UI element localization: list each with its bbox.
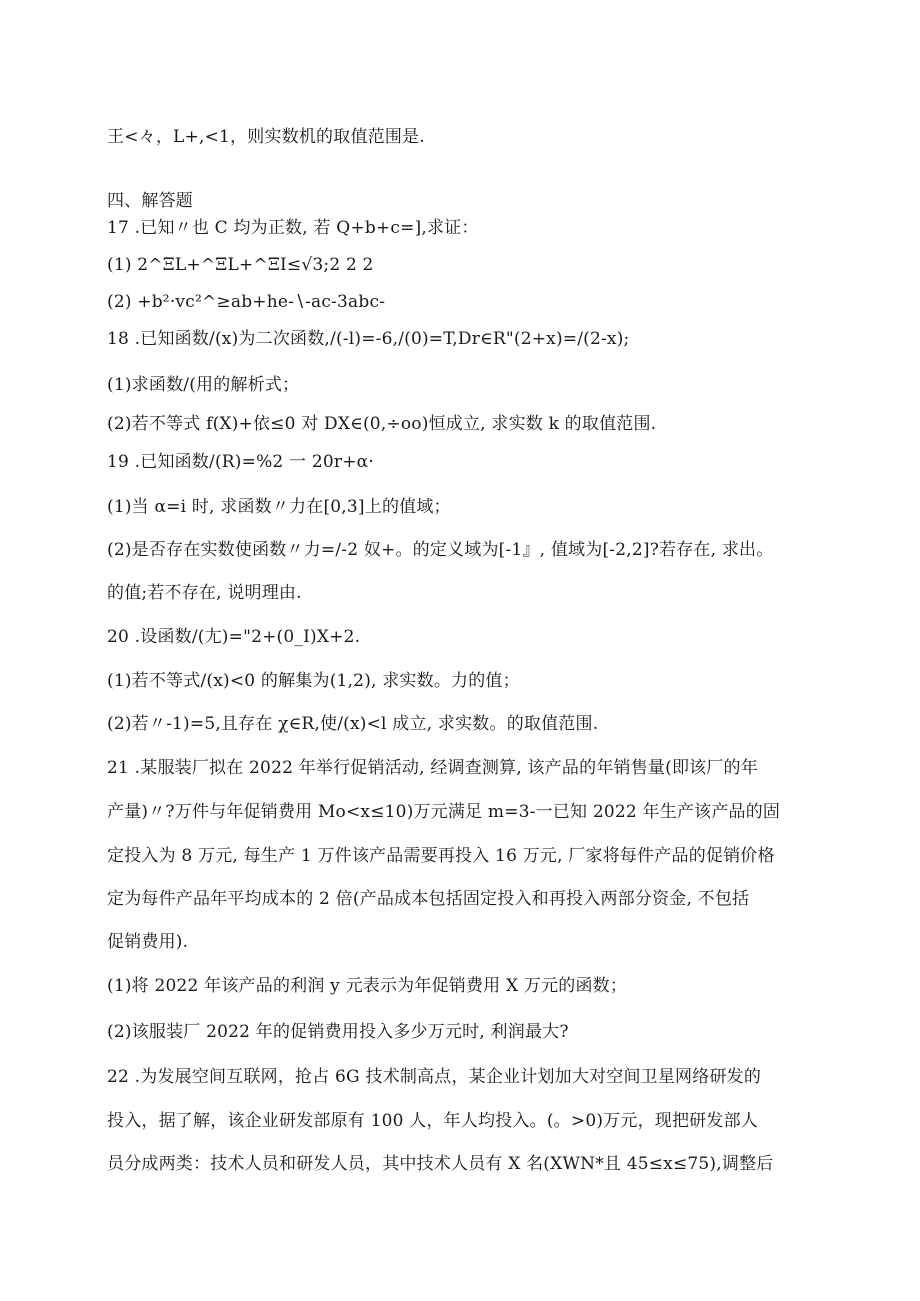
intro-line: 王<々，L+,<1，则实数机的取值范围是. bbox=[107, 127, 425, 147]
question-21-part-2: (2)该服装厂 2022 年的促销费用投入多少万元时, 利润最大? bbox=[107, 1022, 569, 1042]
question-17-part-1: (1) 2^ΞL+^ΞL+^ΞI≤√3;2 2 2 bbox=[107, 255, 374, 275]
question-22-line-2: 投入，据了解，该企业研发部原有 100 人，年人均投入。(。>0)万元，现把研发部人 bbox=[107, 1111, 758, 1131]
question-18-part-2: (2)若不等式 f(X)+依≤0 对 DX∈(0,÷oo)恒成立, 求实数 k 的取值范围. bbox=[107, 414, 657, 434]
question-18-part-1: (1)求函数/(用的解析式； bbox=[107, 375, 300, 395]
question-18: 18 .已知函数/(x)为二次函数,/(-l)=-6,∕(0)=T,Dr∈R"(2+x)=∕(2-x); bbox=[107, 329, 630, 349]
question-19-part-2: (2)是否存在实数使函数〃力=/-2 奴+。的定义域为[-1』, 值域为[-2,2]?若存在, 求出。 bbox=[107, 540, 774, 560]
question-21: 21 .某服装厂拟在 2022 年举行促销活动, 经调查测算, 该产品的年销售量(即该厂的年 bbox=[107, 758, 758, 778]
question-17-part-2: (2) +b²·vc²^≥ab+he-∖-ac-3abc- bbox=[107, 292, 386, 312]
question-21-line-5: 促销费用). bbox=[107, 932, 189, 952]
question-19-part-2-continued: 的值;若不存在, 说明理由. bbox=[107, 583, 302, 603]
question-20-part-1: (1)若不等式/(x)<0 的解集为(1,2), 求实数。力的值； bbox=[107, 671, 520, 691]
question-21-part-1: (1)将 2022 年该产品的利润 y 元表示为年促销费用 X 万元的函数； bbox=[107, 976, 628, 996]
question-19-part-1: (1)当 α=i 时, 求函数〃力在[0,3]上的值域； bbox=[107, 497, 451, 517]
question-19: 19 .已知函数/(R)=%2 一 20r+α· bbox=[107, 452, 374, 472]
question-21-line-3: 定投入为 8 万元, 每生产 1 万件该产品需要再投入 16 万元, 厂家将每件产品的促销价格 bbox=[107, 846, 775, 866]
question-21-line-4: 定为每件产品年平均成本的 2 倍(产品成本包括固定投入和再投入两部分资金, 不包括 bbox=[107, 889, 750, 909]
question-17: 17 .已知〃也 C 均为正数, 若 Q+b+c=],求证： bbox=[107, 218, 479, 238]
question-21-line-2: 产量)〃?万件与年促销费用 Mo<x≤10)万元满足 m=3-一已知 2022 年生产该产品的固 bbox=[107, 802, 781, 822]
question-20: 20 .设函数/(尢)="2+(0_I)X+2. bbox=[107, 627, 361, 647]
section-heading: 四、解答题 bbox=[107, 191, 193, 211]
question-22-line-3: 员分成两类：技术人员和研发人员，其中技术人员有 X 名(XWN*且 45≤x≤75),调整后 bbox=[107, 1154, 774, 1174]
question-20-part-2: (2)若〃-1)=5,且存在 χ∈R,使/(x)<l 成立, 求实数。的取值范围. bbox=[107, 714, 599, 734]
question-22: 22 .为发展空间互联网，抢占 6G 技术制高点，某企业计划加大对空间卫星网络研发的 bbox=[107, 1067, 762, 1087]
